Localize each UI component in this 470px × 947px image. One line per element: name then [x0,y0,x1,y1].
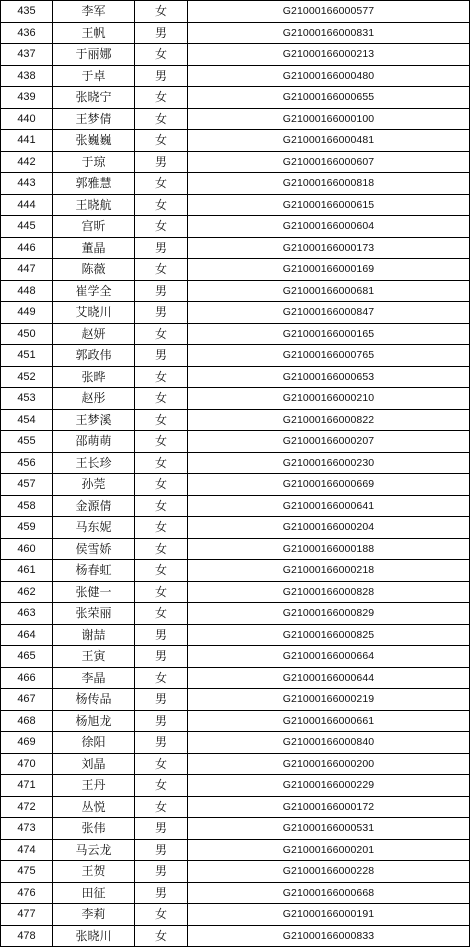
table-row [1,237,470,259]
table-row [1,646,470,668]
name-cell: 杨春虹 [53,560,135,582]
registration-id-cell: G21000166000607 [188,151,470,173]
gender-cell: 男 [135,818,188,840]
row-number-cell: 442 [1,151,53,173]
row-number-cell: 474 [1,839,53,861]
row-number-cell: 438 [1,65,53,87]
table-row [1,495,470,517]
registration-id-cell: G21000166000204 [188,517,470,539]
table-row [1,216,470,238]
row-number-cell: 440 [1,108,53,130]
registration-id-cell: G21000166000825 [188,624,470,646]
registration-id-cell: G21000166000765 [188,345,470,367]
name-cell: 张晓宁 [53,87,135,109]
registration-id-cell: G21000166000644 [188,667,470,689]
row-number-cell: 465 [1,646,53,668]
name-cell: 郭雅慧 [53,173,135,195]
row-number-cell: 458 [1,495,53,517]
gender-cell: 男 [135,646,188,668]
name-cell: 马东妮 [53,517,135,539]
name-cell: 宫昕 [53,216,135,238]
row-number-cell: 445 [1,216,53,238]
gender-cell: 男 [135,882,188,904]
name-cell: 张晔 [53,366,135,388]
row-number-cell: 467 [1,689,53,711]
gender-cell: 女 [135,431,188,453]
registration-id-cell: G21000166000191 [188,904,470,926]
table-row [1,839,470,861]
registration-id-cell: G21000166000200 [188,753,470,775]
gender-cell: 女 [135,1,188,23]
registration-id-cell: G21000166000480 [188,65,470,87]
table-row [1,366,470,388]
row-number-cell: 452 [1,366,53,388]
name-cell: 于丽娜 [53,44,135,66]
name-cell: 孙莞 [53,474,135,496]
registration-id-cell: G21000166000531 [188,818,470,840]
registration-id-cell: G21000166000100 [188,108,470,130]
name-cell: 于琼 [53,151,135,173]
table-row [1,624,470,646]
registration-id-cell: G21000166000165 [188,323,470,345]
registration-id-cell: G21000166000664 [188,646,470,668]
gender-cell: 女 [135,667,188,689]
name-cell: 张荣丽 [53,603,135,625]
registration-id-cell: G21000166000213 [188,44,470,66]
row-number-cell: 460 [1,538,53,560]
registration-id-cell: G21000166000829 [188,603,470,625]
registration-id-cell: G21000166000229 [188,775,470,797]
name-cell: 徐阳 [53,732,135,754]
table-row [1,1,470,23]
name-cell: 于卓 [53,65,135,87]
name-cell: 刘晶 [53,753,135,775]
table-row [1,667,470,689]
row-number-cell: 441 [1,130,53,152]
gender-cell: 男 [135,22,188,44]
name-cell: 李晶 [53,667,135,689]
row-number-cell: 464 [1,624,53,646]
row-number-cell: 436 [1,22,53,44]
table-row [1,44,470,66]
table-row [1,108,470,130]
table-row [1,87,470,109]
row-number-cell: 477 [1,904,53,926]
name-cell: 邵萌萌 [53,431,135,453]
row-number-cell: 444 [1,194,53,216]
row-number-cell: 446 [1,237,53,259]
name-cell: 王梦倩 [53,108,135,130]
table-row [1,22,470,44]
registration-id-cell: G21000166000188 [188,538,470,560]
table-row [1,65,470,87]
row-number-cell: 457 [1,474,53,496]
row-number-cell: 473 [1,818,53,840]
table-row [1,173,470,195]
gender-cell: 男 [135,237,188,259]
table-row [1,194,470,216]
registration-id-cell: G21000166000169 [188,259,470,281]
gender-cell: 女 [135,87,188,109]
table-row [1,603,470,625]
table-row [1,302,470,324]
gender-cell: 男 [135,345,188,367]
table-row [1,710,470,732]
registration-id-cell: G21000166000818 [188,173,470,195]
roster-body [1,1,470,947]
row-number-cell: 472 [1,796,53,818]
table-row [1,409,470,431]
registration-id-cell: G21000166000831 [188,22,470,44]
table-row [1,560,470,582]
registration-id-cell: G21000166000604 [188,216,470,238]
name-cell: 赵妍 [53,323,135,345]
table-row [1,818,470,840]
gender-cell: 女 [135,538,188,560]
row-number-cell: 455 [1,431,53,453]
name-cell: 董晶 [53,237,135,259]
name-cell: 崔学全 [53,280,135,302]
registration-id-cell: G21000166000219 [188,689,470,711]
name-cell: 金源倩 [53,495,135,517]
name-cell: 谢喆 [53,624,135,646]
table-row [1,925,470,947]
gender-cell: 女 [135,904,188,926]
name-cell: 王帆 [53,22,135,44]
registration-id-cell: G21000166000669 [188,474,470,496]
table-row [1,882,470,904]
name-cell: 艾晓川 [53,302,135,324]
row-number-cell: 453 [1,388,53,410]
name-cell: 李莉 [53,904,135,926]
gender-cell: 女 [135,194,188,216]
gender-cell: 男 [135,624,188,646]
gender-cell: 女 [135,495,188,517]
row-number-cell: 450 [1,323,53,345]
gender-cell: 女 [135,753,188,775]
table-row [1,538,470,560]
name-cell: 张晓川 [53,925,135,947]
registration-id-cell: G21000166000207 [188,431,470,453]
gender-cell: 女 [135,603,188,625]
gender-cell: 男 [135,689,188,711]
gender-cell: 女 [135,452,188,474]
name-cell: 王贺 [53,861,135,883]
name-cell: 杨旭龙 [53,710,135,732]
registration-id-cell: G21000166000173 [188,237,470,259]
table-row [1,753,470,775]
table-row [1,474,470,496]
name-cell: 赵彤 [53,388,135,410]
table-row [1,775,470,797]
row-number-cell: 475 [1,861,53,883]
row-number-cell: 469 [1,732,53,754]
table-row [1,323,470,345]
row-number-cell: 439 [1,87,53,109]
row-number-cell: 466 [1,667,53,689]
registration-id-cell: G21000166000481 [188,130,470,152]
row-number-cell: 443 [1,173,53,195]
name-cell: 陈薇 [53,259,135,281]
table-row [1,517,470,539]
gender-cell: 男 [135,861,188,883]
registration-id-cell: G21000166000840 [188,732,470,754]
gender-cell: 男 [135,839,188,861]
row-number-cell: 461 [1,560,53,582]
gender-cell: 女 [135,560,188,582]
registration-id-cell: G21000166000661 [188,710,470,732]
name-cell: 王梦溪 [53,409,135,431]
registration-id-cell: G21000166000822 [188,409,470,431]
row-number-cell: 437 [1,44,53,66]
row-number-cell: 449 [1,302,53,324]
gender-cell: 女 [135,259,188,281]
registration-id-cell: G21000166000577 [188,1,470,23]
table-row [1,732,470,754]
registration-id-cell: G21000166000615 [188,194,470,216]
name-cell: 王长珍 [53,452,135,474]
table-row [1,904,470,926]
registration-id-cell: G21000166000653 [188,366,470,388]
registration-id-cell: G21000166000681 [188,280,470,302]
registration-id-cell: G21000166000228 [188,861,470,883]
gender-cell: 男 [135,732,188,754]
name-cell: 王丹 [53,775,135,797]
row-number-cell: 459 [1,517,53,539]
name-cell: 侯雪娇 [53,538,135,560]
gender-cell: 女 [135,366,188,388]
registration-id-cell: G21000166000655 [188,87,470,109]
row-number-cell: 454 [1,409,53,431]
row-number-cell: 478 [1,925,53,947]
gender-cell: 男 [135,302,188,324]
registration-id-cell: G21000166000833 [188,925,470,947]
registration-id-cell: G21000166000668 [188,882,470,904]
table-row [1,130,470,152]
table-row [1,280,470,302]
row-number-cell: 476 [1,882,53,904]
table-row [1,431,470,453]
gender-cell: 女 [135,388,188,410]
gender-cell: 女 [135,216,188,238]
name-cell: 田征 [53,882,135,904]
registration-id-cell: G21000166000201 [188,839,470,861]
table-row [1,452,470,474]
gender-cell: 女 [135,130,188,152]
gender-cell: 女 [135,44,188,66]
registration-id-cell: G21000166000847 [188,302,470,324]
name-cell: 郭政伟 [53,345,135,367]
gender-cell: 男 [135,65,188,87]
table-row [1,151,470,173]
gender-cell: 女 [135,409,188,431]
gender-cell: 女 [135,775,188,797]
table-row [1,259,470,281]
table-row [1,861,470,883]
row-number-cell: 470 [1,753,53,775]
gender-cell: 女 [135,517,188,539]
row-number-cell: 462 [1,581,53,603]
name-cell: 王晓航 [53,194,135,216]
table-row [1,581,470,603]
table-row [1,689,470,711]
gender-cell: 女 [135,108,188,130]
gender-cell: 女 [135,925,188,947]
name-cell: 丛悦 [53,796,135,818]
table-row [1,796,470,818]
name-cell: 李军 [53,1,135,23]
table-row [1,388,470,410]
gender-cell: 女 [135,581,188,603]
row-number-cell: 463 [1,603,53,625]
gender-cell: 女 [135,173,188,195]
gender-cell: 男 [135,151,188,173]
registration-id-cell: G21000166000230 [188,452,470,474]
gender-cell: 女 [135,323,188,345]
name-cell: 张健一 [53,581,135,603]
row-number-cell: 448 [1,280,53,302]
name-cell: 王寅 [53,646,135,668]
row-number-cell: 468 [1,710,53,732]
row-number-cell: 435 [1,1,53,23]
gender-cell: 女 [135,796,188,818]
name-cell: 张巍巍 [53,130,135,152]
registration-id-cell: G21000166000641 [188,495,470,517]
gender-cell: 女 [135,474,188,496]
row-number-cell: 451 [1,345,53,367]
gender-cell: 男 [135,280,188,302]
gender-cell: 男 [135,710,188,732]
registration-id-cell: G21000166000210 [188,388,470,410]
name-cell: 张伟 [53,818,135,840]
row-number-cell: 447 [1,259,53,281]
name-cell: 马云龙 [53,839,135,861]
row-number-cell: 456 [1,452,53,474]
registration-id-cell: G21000166000828 [188,581,470,603]
row-number-cell: 471 [1,775,53,797]
registration-id-cell: G21000166000218 [188,560,470,582]
registration-id-cell: G21000166000172 [188,796,470,818]
name-cell: 杨传品 [53,689,135,711]
table-row [1,345,470,367]
